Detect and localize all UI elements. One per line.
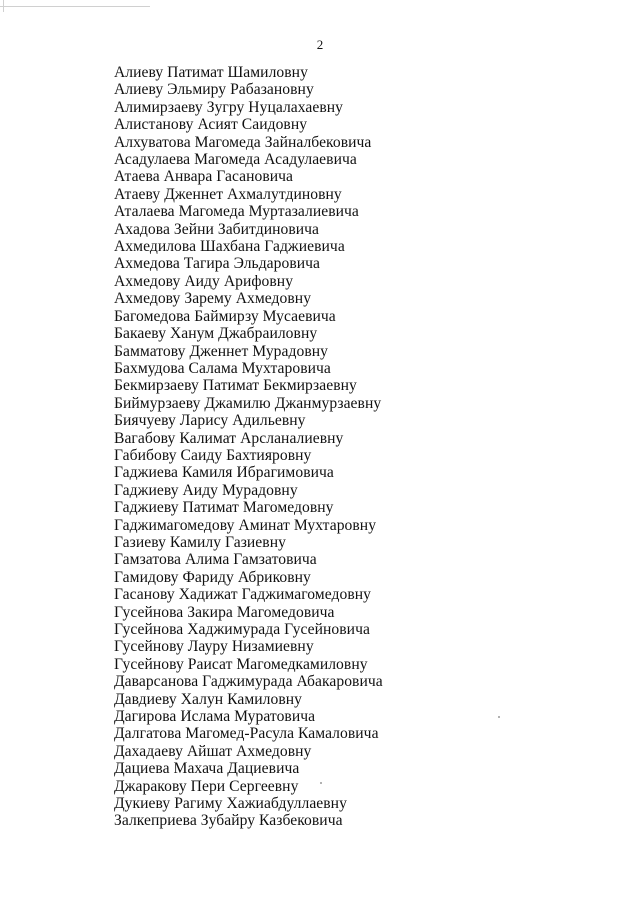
list-item: Атаева Анвара Гасановича — [114, 168, 294, 186]
list-item: Гусейнова Хаджимурада Гусейновича — [114, 621, 370, 638]
list-item: Газиеву Камилу Газиевну — [114, 533, 286, 551]
list-item: Дациева Махача Дациевича — [114, 760, 300, 778]
list-item: Багомедова Баймирзу Мусаевича — [114, 307, 336, 325]
list-item: Гамидову Фариду Абриковну — [114, 568, 311, 586]
name-list — [114, 64, 383, 830]
list-item: Асадулаева Магомеда Асадулаевича — [114, 151, 357, 169]
list-item: Алхуватова Магомеда Зайналбековича — [114, 133, 372, 151]
list-item: Габибову Саиду Бахтияровну — [114, 446, 312, 464]
list-item: Ахадова Зейни Забитдиновича — [114, 220, 320, 238]
list-item: Гусейнова Закира Магомедовича — [114, 603, 335, 621]
list-item: Бамматову Дженнет Мурадовну — [114, 342, 328, 360]
list-item: Алиеву Патимат Шамиловну — [114, 64, 308, 81]
list-item: Джаракову Пери Сергеевну — [114, 777, 299, 795]
list-item: Биячуеву Ларису Адильевну — [114, 412, 306, 430]
list-item: Алистанову Асият Саидовну — [114, 116, 308, 134]
list-item: Гаджимагомедову Аминат Мухтаровну — [114, 516, 377, 534]
list-item: Вагабову Калимат Арсланалиевну — [114, 429, 344, 447]
list-item: Дукиеву Рагиму Хажиабдуллаевну — [114, 795, 347, 813]
list-item: Ахмедову Зарему Ахмедовну — [114, 290, 312, 308]
list-item: Биймурзаеву Джамилю Джанмурзаевну — [114, 394, 382, 412]
list-item: Ахмедову Аиду Арифовну — [114, 272, 294, 290]
list-item: Ахмедова Тагира Эльдаровича — [114, 255, 321, 273]
list-item: Залкеприева Зубайру Казбековича — [114, 812, 343, 830]
list-item: Бахмудова Салама Мухтаровича — [114, 359, 331, 377]
list-item: Аталаева Магомеда Муртазалиевича — [114, 203, 359, 221]
list-item: Дахадаеву Айшат Ахмедовну — [114, 742, 312, 760]
list-item: Гамзатова Алима Гамзатовича — [114, 551, 317, 569]
list-item: Ахмедилова Шахбана Гаджиевича — [114, 238, 345, 256]
list-item: Давдиеву Халун Камиловну — [114, 690, 303, 708]
list-item: Бекмирзаеву Патимат Бекмирзаевну — [114, 377, 357, 395]
scan-edge-mark — [0, 6, 150, 7]
list-item: Даварсанова Гаджимурада Абакаровича — [114, 673, 383, 691]
list-item: Гаджиева Камиля Ибрагимовича — [114, 464, 334, 482]
list-item: Алиеву Эльмиру Рабазановну — [114, 81, 314, 99]
list-item: Гусейнову Раисат Магомедкамиловну — [114, 655, 368, 673]
scan-speck — [320, 782, 322, 784]
list-item: Бакаеву Ханум Джабраиловну — [114, 325, 318, 343]
list-item: Гаджиеву Патимат Магомедовну — [114, 499, 334, 517]
list-item: Атаеву Дженнет Ахмалутдиновну — [114, 185, 342, 203]
list-item: Далгатова Магомед-Расула Камаловича — [114, 725, 379, 743]
list-item: Дагирова Ислама Муратовича — [114, 708, 316, 726]
list-item: Гусейнову Лауру Низамиевну — [114, 638, 314, 656]
list-item: Алимирзаеву Зугру Нуцалахаевну — [114, 98, 344, 116]
list-item: Гаджиеву Аиду Мурадовну — [114, 481, 298, 499]
page-number: 2 — [316, 37, 324, 52]
scan-speck — [498, 716, 500, 718]
list-item: Гасанову Хадижат Гаджимагомедовну — [114, 586, 371, 604]
